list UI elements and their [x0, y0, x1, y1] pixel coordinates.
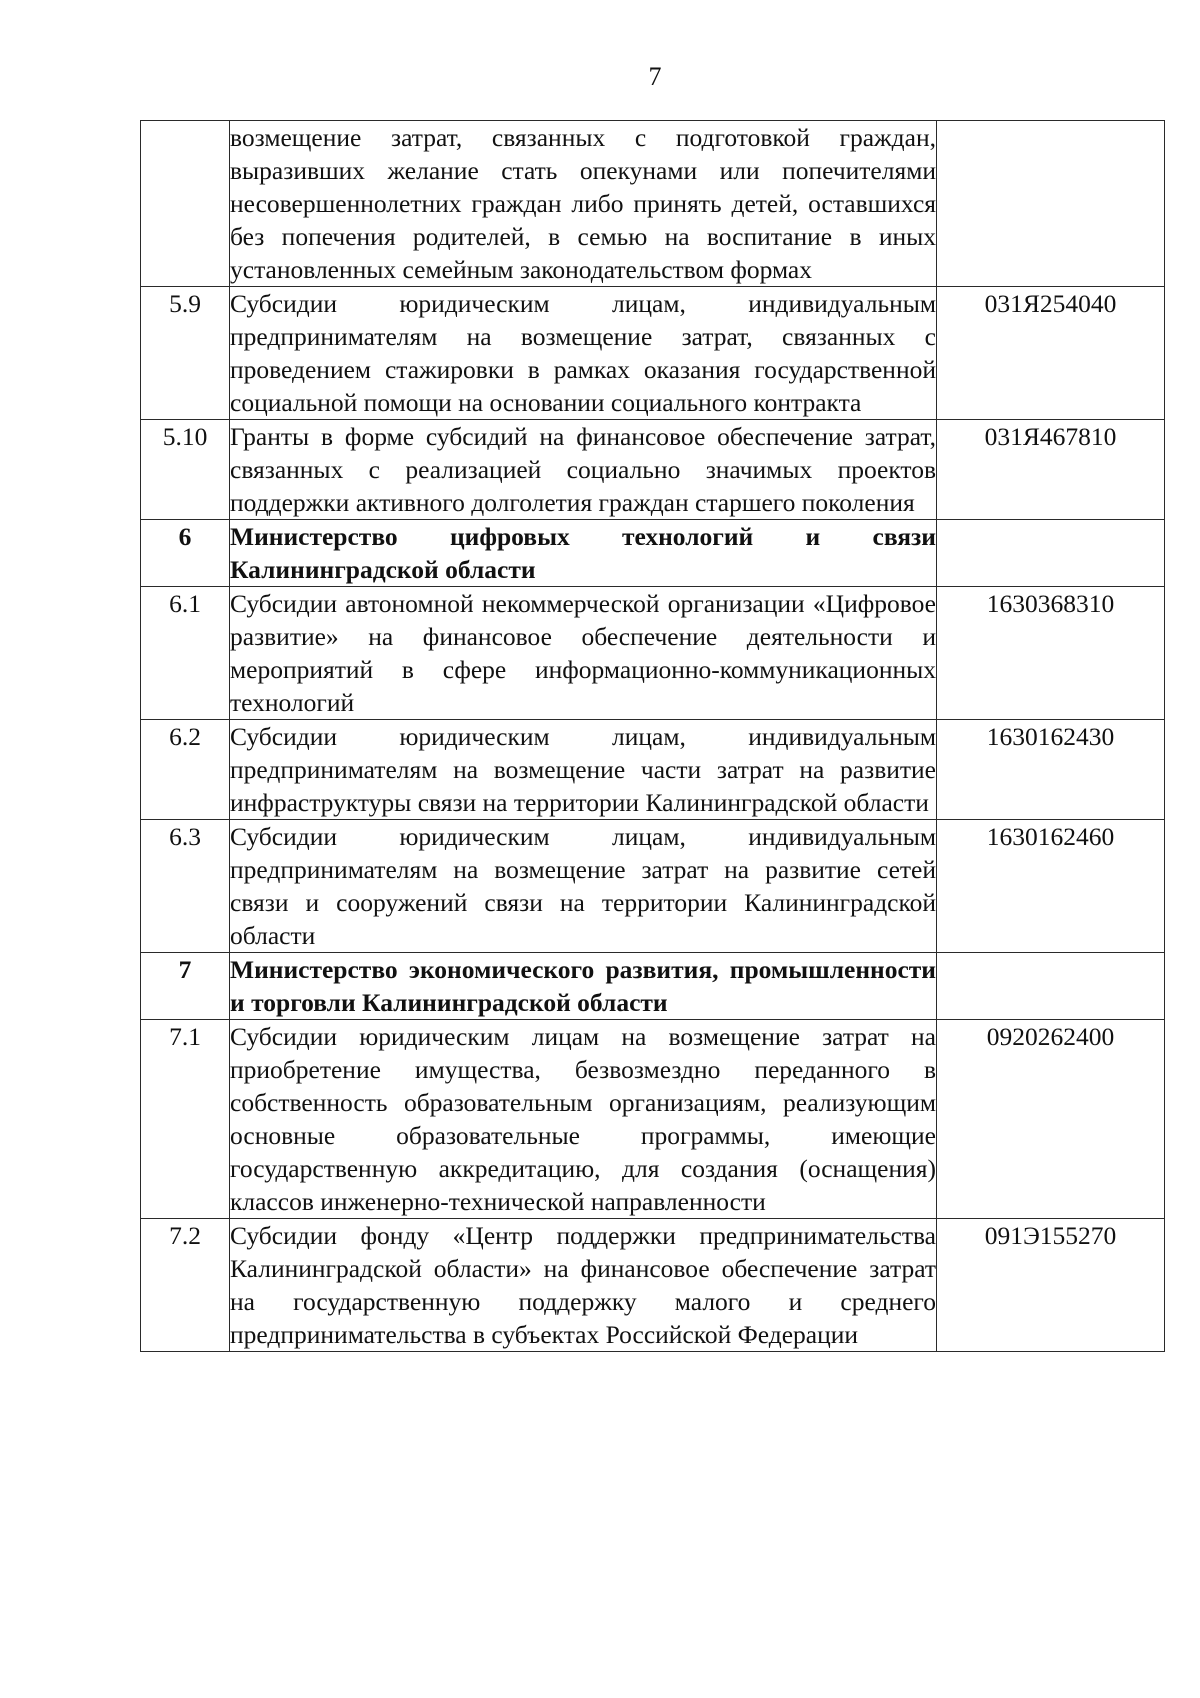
budget-code-cell: 031Я467810 [937, 420, 1165, 520]
row-number-cell: 7.2 [141, 1219, 230, 1352]
row-number-cell: 7.1 [141, 1020, 230, 1219]
budget-code-cell: 1630162460 [937, 820, 1165, 953]
table-row [141, 287, 1165, 420]
table-row [141, 420, 1165, 520]
row-number-cell [141, 121, 230, 287]
row-number-cell: 6.2 [141, 720, 230, 820]
row-number-cell: 6.3 [141, 820, 230, 953]
table-row [141, 820, 1165, 953]
row-number-cell: 5.9 [141, 287, 230, 420]
subsidy-description-cell: возмещение затрат, связанных с подготовкой граждан, выразивших желание стать опекунами или попечителями несовершеннолетних граждан либо принять детей, оставшихся без попечения родителей, в семью на воспитание в иных установленных семейным законодательством формах [230, 121, 937, 287]
budget-code-cell [937, 520, 1165, 587]
row-number-cell: 5.10 [141, 420, 230, 520]
table-body [141, 121, 1165, 1352]
subsidy-description-cell: Субсидии юридическим лицам на возмещение затрат на приобретение имущества, безвозмездно переданного в собственность образовательным организациям, реализующим основные образовательные программы, имеющие государственную аккредитацию, для создания (оснащения) классов инженерно-технической направленности [230, 1020, 937, 1219]
section-header-row [141, 953, 1165, 1020]
ministry-name-cell: Министерство цифровых технологий и связи Калининградской области [230, 520, 937, 587]
ministry-name-cell: Министерство экономического развития, промышленности и торговли Калининградской области [230, 953, 937, 1020]
table-row [141, 121, 1165, 287]
budget-code-cell: 1630368310 [937, 587, 1165, 720]
budget-code-cell [937, 953, 1165, 1020]
budget-code-cell: 0920262400 [937, 1020, 1165, 1219]
table-row [141, 587, 1165, 720]
row-number-cell: 6.1 [141, 587, 230, 720]
row-number-cell: 6 [141, 520, 230, 587]
budget-code-cell: 031Я254040 [937, 287, 1165, 420]
subsidy-description-cell: Субсидии юридическим лицам, индивидуальным предпринимателям на возмещение затрат на развитие сетей связи и сооружений связи на территории Калининградской области [230, 820, 937, 953]
budget-code-cell: 091Э155270 [937, 1219, 1165, 1352]
row-number-cell: 7 [141, 953, 230, 1020]
subsidy-description-cell: Субсидии автономной некоммерческой организации «Цифровое развитие» на финансовое обеспечение деятельности и мероприятий в сфере информационно-коммуникационных технологий [230, 587, 937, 720]
subsidy-description-cell: Субсидии юридическим лицам, индивидуальным предпринимателям на возмещение части затрат на развитие инфраструктуры связи на территории Калининградской области [230, 720, 937, 820]
table-row [141, 1219, 1165, 1352]
table-row [141, 1020, 1165, 1219]
subsidy-description-cell: Гранты в форме субсидий на финансовое обеспечение затрат, связанных с реализацией социально значимых проектов поддержки активного долголетия граждан старшего поколения [230, 420, 937, 520]
section-header-row [141, 520, 1165, 587]
subsidy-description-cell: Субсидии юридическим лицам, индивидуальным предпринимателям на возмещение затрат, связанных с проведением стажировки в рамках оказания государственной социальной помощи на основании социального контракта [230, 287, 937, 420]
subsidy-description-cell: Субсидии фонду «Центр поддержки предпринимательства Калининградской области» на финансовое обеспечение затрат на государственную поддержку малого и среднего предпринимательства в субъектах Российской Федерации [230, 1219, 937, 1352]
table-row [141, 720, 1165, 820]
budget-code-cell: 1630162430 [937, 720, 1165, 820]
budget-code-cell [937, 121, 1165, 287]
subsidies-table [140, 120, 1165, 1352]
page-number: 7 [648, 62, 662, 91]
